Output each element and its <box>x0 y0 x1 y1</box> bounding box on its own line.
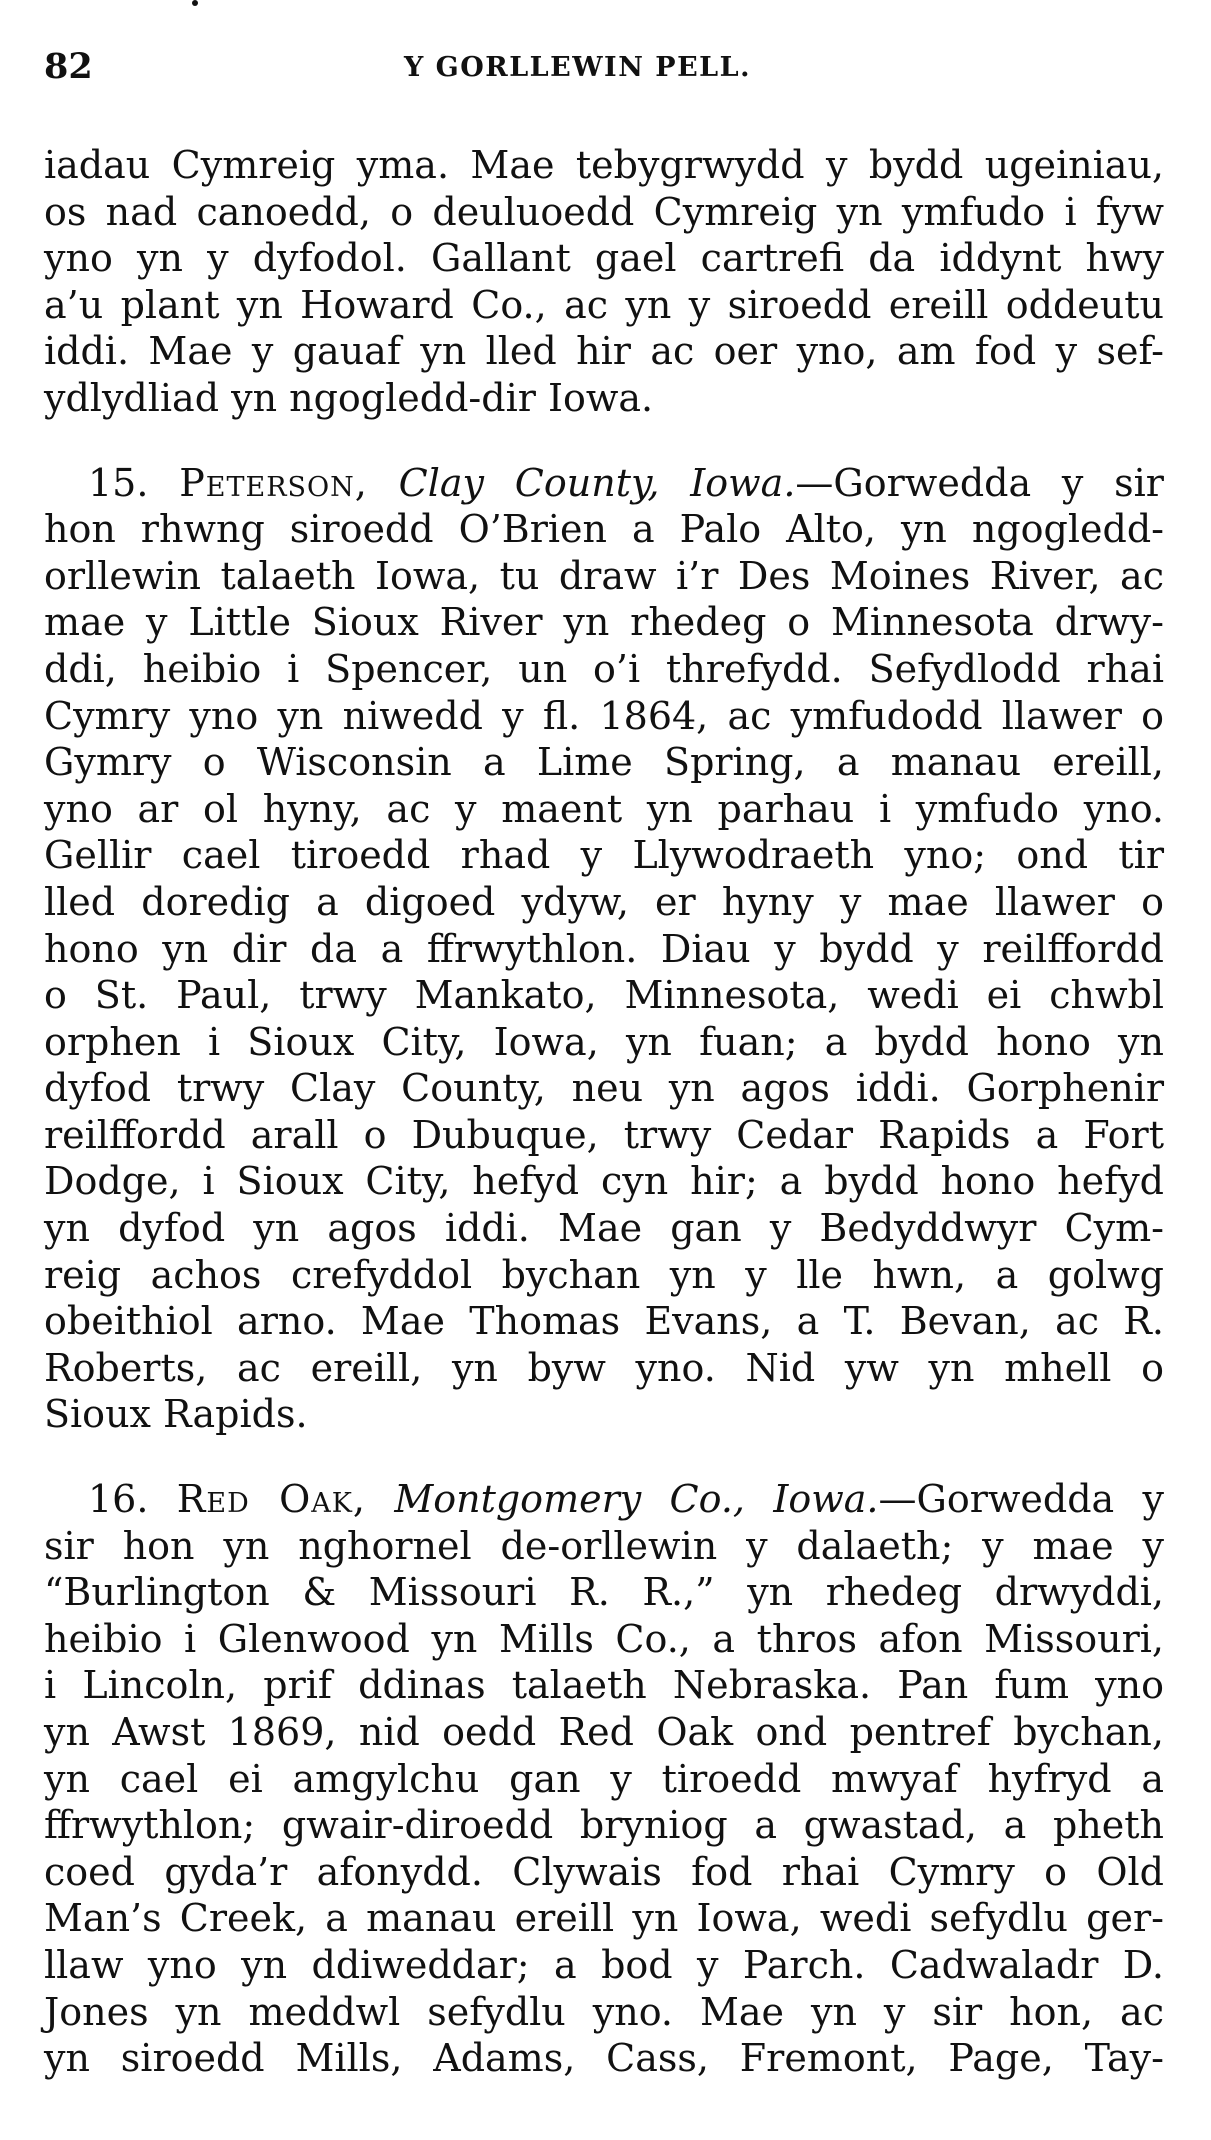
text-line: Man’s Creek, a manau ereill yn Iowa, wedi sefydlu ger- <box>44 1896 1164 1941</box>
text-line: reilffordd arall o Dubuque, trwy Cedar Rapids a Fort <box>44 1112 1164 1157</box>
section-15-paragraph <box>44 460 1164 1438</box>
place-name: Red Oak, <box>176 1477 366 1522</box>
intro-paragraph <box>44 142 1164 422</box>
text-line: coed gyda’r afonydd. Clywais fod rhai Cymry o Old <box>44 1849 1164 1894</box>
text-line: obeithiol arno. Mae Thomas Evans, a T. Bevan, ac R. <box>44 1299 1164 1344</box>
text-line: i Lincoln, prif ddinas talaeth Nebraska. Pan fum yno <box>44 1663 1164 1708</box>
running-head <box>44 42 1164 92</box>
running-title: Y GORLLEWIN PELL. <box>404 52 752 83</box>
heading-continuation: —Gorwedda y <box>878 1477 1165 1522</box>
text-line: ffrwythlon; gwair-diroedd bryniog a gwastad, a pheth <box>44 1803 1164 1848</box>
text-line: Roberts, ac ereill, yn byw yno. Nid yw yn mhell o <box>44 1345 1164 1390</box>
text-line: lled doredig a digoed ydyw, er hyny y mae llawer o <box>44 879 1164 924</box>
text-line: ydlydliad yn ngogledd-dir Iowa. <box>44 375 654 420</box>
text-line: orllewin talaeth Iowa, tu draw i’r Des Moines River, ac <box>44 553 1164 598</box>
text-line: ddi, heibio i Spencer, un o’i threfydd. Sefydlodd rhai <box>44 646 1164 691</box>
book-page <box>44 0 1164 2140</box>
section-number: 15. <box>88 460 149 505</box>
section-16-paragraph <box>44 1476 1164 2082</box>
text-line: heibio i Glenwood yn Mills Co., a thros afon Missouri, <box>44 1616 1164 1661</box>
place-location: Montgomery Co., Iowa. <box>394 1477 879 1522</box>
text-line: sir hon yn nghornel de-orllewin y dalaeth; y mae y <box>44 1523 1164 1568</box>
text-line: iddi. Mae y gauaf yn lled hir ac oer yno, am fod y sef- <box>44 329 1164 374</box>
section-heading-line <box>44 1476 1164 1523</box>
text-line: Sioux Rapids. <box>44 1392 308 1437</box>
place-location: Clay County, Iowa. <box>398 460 796 505</box>
text-line: Gymry o Wisconsin a Lime Spring, a manau ereill, <box>44 740 1164 785</box>
heading-continuation: —Gorwedda y sir <box>795 460 1164 505</box>
text-line: Jones yn meddwl sefydlu yno. Mae yn y sir hon, ac <box>44 1989 1164 2034</box>
text-line: yn Awst 1869, nid oedd Red Oak ond pentref bychan, <box>44 1710 1164 1754</box>
text-line: Dodge, i Sioux City, hefyd cyn hir; a bydd hono hefyd <box>44 1159 1164 1204</box>
text-line: hono yn dir da a ffrwythlon. Diau y bydd y reilffordd <box>44 926 1164 971</box>
text-line: yn dyfod yn agos iddi. Mae gan y Bedyddwyr Cym- <box>44 1206 1164 1251</box>
page-number: 82 <box>44 46 93 87</box>
place-name: Peterson, <box>179 460 368 505</box>
text-line: Cymry yno yn niwedd y fl. 1864, ac ymfudodd llawer o <box>44 693 1164 738</box>
text-line: “Burlington & Missouri R. R.,” yn rhedeg drwyddi, <box>44 1570 1164 1615</box>
text-line: mae y Little Sioux River yn rhedeg o Minnesota drwy- <box>44 600 1164 645</box>
text-line: orphen i Sioux City, Iowa, yn fuan; a bydd hono yn <box>44 1019 1164 1064</box>
text-line: llaw yno yn ddiweddar; a bod y Parch. Cadwaladr D. <box>44 1942 1164 1987</box>
text-line: hon rhwng siroedd O’Brien a Palo Alto, yn ngogledd- <box>44 507 1164 552</box>
text-line: yn cael ei amgylchu gan y tiroedd mwyaf hyfryd a <box>44 1756 1164 1801</box>
ink-speck <box>192 0 198 6</box>
section-heading-line <box>44 460 1164 507</box>
text-line: o St. Paul, trwy Mankato, Minnesota, wedi ei chwbl <box>44 973 1164 1018</box>
text-line: reig achos crefyddol bychan yn y lle hwn, a golwg <box>44 1252 1164 1297</box>
body-text <box>44 142 1164 2082</box>
text-line: iadau Cymreig yma. Mae tebygrwydd y bydd ugeiniau, <box>44 143 1164 187</box>
text-line: yn siroedd Mills, Adams, Cass, Fremont, Page, Tay- <box>44 2036 1164 2081</box>
text-line: os nad canoedd, o deuluoedd Cymreig yn ymfudo i fyw <box>44 189 1164 234</box>
text-line: Gellir cael tiroedd rhad y Llywodraeth yno; ond tir <box>44 833 1164 878</box>
text-line: dyfod trwy Clay County, neu yn agos iddi. Gorphenir <box>44 1066 1164 1111</box>
text-line: yno ar ol hyny, ac y maent yn parhau i ymfudo yno. <box>44 786 1164 831</box>
text-line: a’u plant yn Howard Co., ac yn y siroedd ereill oddeutu <box>44 282 1164 327</box>
text-line: yno yn y dyfodol. Gallant gael cartrefi da iddynt hwy <box>44 236 1164 281</box>
section-number: 16. <box>88 1477 149 1522</box>
